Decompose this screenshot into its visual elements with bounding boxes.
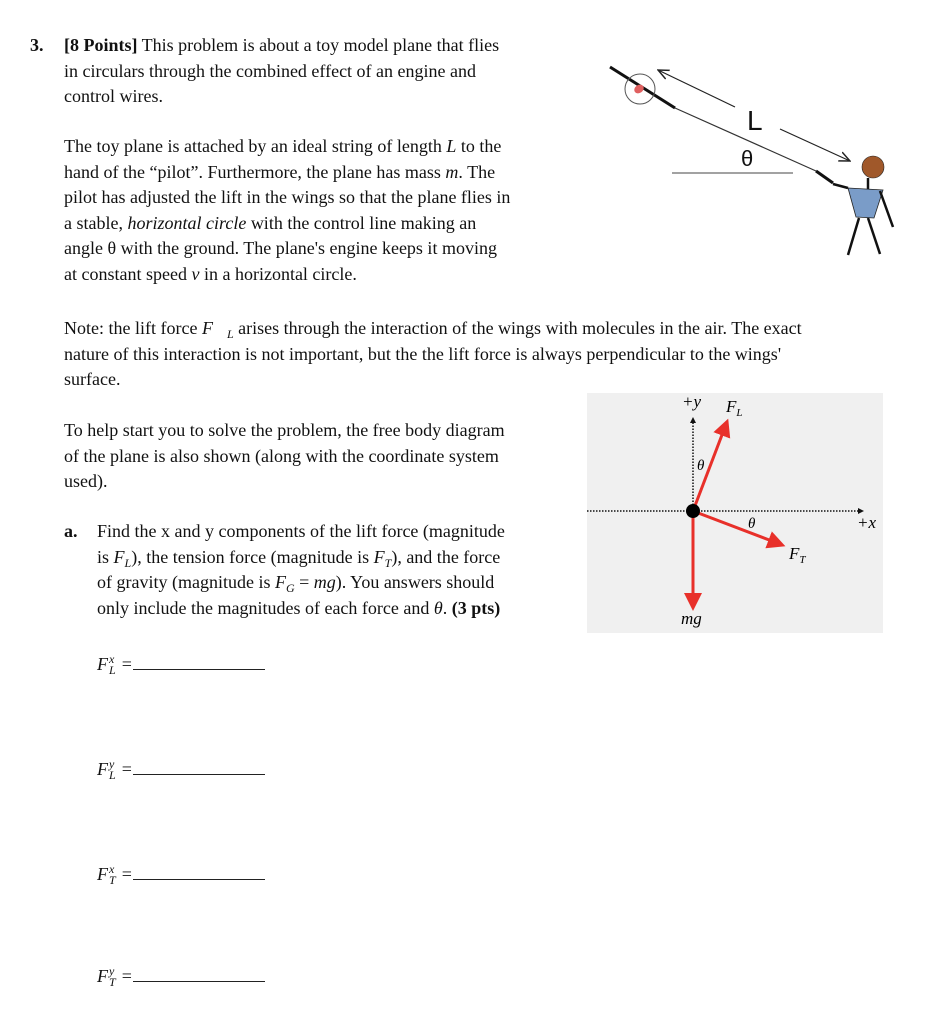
length-arrow-up bbox=[658, 70, 735, 107]
text-line bbox=[64, 418, 505, 444]
answer-field[interactable] bbox=[97, 857, 265, 885]
text-segment: horizontal circle bbox=[127, 212, 247, 233]
part-a-question bbox=[97, 519, 505, 621]
text-line bbox=[64, 33, 499, 59]
free-body-diagram bbox=[585, 390, 885, 635]
answer-superscript: y bbox=[109, 757, 115, 771]
length-label: L bbox=[747, 105, 763, 136]
text-segment: F bbox=[373, 546, 385, 567]
text-segment: To help start you to solve the problem, the free body diagram bbox=[64, 420, 505, 440]
pilot-body bbox=[848, 188, 883, 218]
text-segment: = bbox=[294, 572, 314, 592]
length-arrow-down bbox=[780, 129, 850, 161]
text-segment: T bbox=[384, 555, 392, 570]
text-segment: The toy plane is attached by an ideal string of length bbox=[64, 136, 447, 156]
text-segment: v bbox=[191, 263, 200, 284]
text-segment: in a horizontal circle. bbox=[199, 263, 357, 284]
text-line bbox=[64, 367, 802, 393]
text-segment: F bbox=[113, 546, 125, 567]
text-segment: This problem is about a toy model plane that flies bbox=[137, 35, 500, 55]
text-segment: L bbox=[226, 327, 234, 341]
tension-angle-label: θ bbox=[748, 516, 756, 532]
answer-subscript: L bbox=[109, 768, 116, 782]
text-segment: only include the magnitudes of each force and bbox=[97, 597, 434, 618]
text-segment: in circulars through the combined effect of an engine and bbox=[64, 60, 477, 81]
text-line bbox=[64, 185, 510, 211]
lift-force-note bbox=[64, 316, 802, 393]
tension-force-label: $F_T$ bbox=[789, 544, 806, 566]
answer-superscript: x bbox=[109, 862, 115, 876]
lift-force-label: $F_L$ bbox=[726, 397, 743, 419]
y-axis-label: +y bbox=[682, 392, 702, 411]
text-segment: L bbox=[446, 136, 457, 156]
answer-symbol: F bbox=[97, 966, 108, 986]
answer-superscript: x bbox=[109, 652, 115, 666]
plane-point-mass bbox=[686, 504, 700, 518]
text-segment: . The bbox=[458, 161, 496, 182]
equals-sign: = bbox=[121, 966, 132, 986]
answer-symbol: F bbox=[97, 759, 108, 779]
text-segment: ). You answers should bbox=[335, 572, 495, 592]
text-segment: Find the x and y components of the lift force (magnitude bbox=[97, 521, 505, 541]
problem-setup bbox=[64, 134, 510, 287]
text-segment: control wires. bbox=[64, 86, 163, 106]
text-segment: of the plane is also shown (along with the coordinate system bbox=[64, 445, 499, 466]
lift-angle-label: θ bbox=[697, 458, 705, 474]
part-a-label: a. bbox=[64, 521, 78, 541]
text-segment: nature of this interaction is not important, but the the lift force is always perpendicular to the wings' bbox=[64, 343, 782, 364]
answer-subscript: T bbox=[109, 975, 116, 989]
text-line bbox=[64, 84, 499, 110]
text-segment: of gravity (magnitude is bbox=[97, 572, 275, 592]
answer-subscript: L bbox=[109, 663, 116, 677]
pilot-handle bbox=[816, 171, 833, 183]
answer-subscript: T bbox=[109, 873, 116, 887]
text-segment: F⃗ bbox=[201, 318, 227, 338]
problem-intro bbox=[64, 33, 499, 110]
answer-superscript: y bbox=[109, 964, 115, 978]
text-line bbox=[97, 596, 505, 622]
answer-blank[interactable] bbox=[133, 774, 265, 775]
x-axis-label: +x bbox=[857, 513, 877, 532]
text-segment: with the control line making an bbox=[246, 212, 477, 233]
answer-blank[interactable] bbox=[133, 981, 265, 982]
equals-sign: = bbox=[121, 654, 132, 674]
equals-sign: = bbox=[121, 864, 132, 884]
text-line bbox=[64, 469, 505, 495]
text-line bbox=[64, 342, 802, 368]
text-line bbox=[64, 211, 510, 237]
text-segment: m bbox=[445, 161, 459, 182]
text-line bbox=[64, 236, 510, 262]
text-segment: G bbox=[285, 581, 295, 595]
text-segment: at constant speed bbox=[64, 263, 192, 284]
text-segment: . bbox=[442, 597, 452, 618]
text-segment: used). bbox=[64, 471, 108, 491]
text-line bbox=[64, 444, 505, 470]
problem-number: 3. bbox=[30, 35, 44, 55]
fbd-help-text bbox=[64, 418, 505, 495]
text-segment: Note: the lift force bbox=[64, 318, 202, 338]
text-line bbox=[97, 519, 505, 545]
text-segment: mg bbox=[313, 572, 336, 592]
text-segment: F bbox=[274, 572, 286, 592]
text-segment: (3 pts) bbox=[451, 597, 501, 618]
text-segment: [8 Points] bbox=[64, 35, 138, 55]
text-line bbox=[97, 545, 505, 571]
text-line bbox=[64, 262, 510, 288]
answer-symbol: F bbox=[97, 864, 108, 884]
answer-symbol: F bbox=[97, 654, 108, 674]
answer-blank[interactable] bbox=[133, 669, 265, 670]
text-segment: L bbox=[124, 555, 132, 570]
text-line bbox=[64, 316, 802, 342]
equals-sign: = bbox=[121, 759, 132, 779]
text-segment: a stable, bbox=[64, 212, 128, 233]
text-segment: pilot has adjusted the lift in the wings so that the plane flies in bbox=[64, 187, 511, 207]
text-line bbox=[64, 160, 510, 186]
text-segment: angle θ with the ground. The plane's engine keeps it moving bbox=[64, 238, 497, 258]
text-line bbox=[64, 59, 499, 85]
text-line bbox=[64, 134, 510, 160]
text-segment: surface. bbox=[64, 369, 121, 389]
text-segment: arises through the interaction of the wings with molecules in the air. The exact bbox=[233, 318, 802, 338]
text-segment: to the bbox=[456, 136, 502, 156]
answer-field[interactable] bbox=[97, 959, 265, 987]
pilot-head bbox=[862, 156, 884, 178]
angle-label: θ bbox=[741, 146, 754, 171]
text-line bbox=[97, 570, 505, 596]
text-segment: is bbox=[97, 546, 114, 567]
text-segment: hand of the “pilot”. Furthermore, the plane has mass bbox=[64, 161, 446, 182]
answer-field[interactable] bbox=[97, 752, 265, 780]
plane-pilot-diagram bbox=[600, 40, 900, 270]
fbd-background bbox=[587, 393, 883, 633]
answer-field[interactable] bbox=[97, 647, 265, 675]
gravity-force-label: mg bbox=[681, 609, 702, 628]
text-segment: ), and the force bbox=[391, 546, 501, 567]
answer-blank[interactable] bbox=[133, 879, 265, 880]
text-segment: ), the tension force (magnitude is bbox=[131, 546, 374, 567]
text-segment: θ bbox=[433, 597, 443, 618]
